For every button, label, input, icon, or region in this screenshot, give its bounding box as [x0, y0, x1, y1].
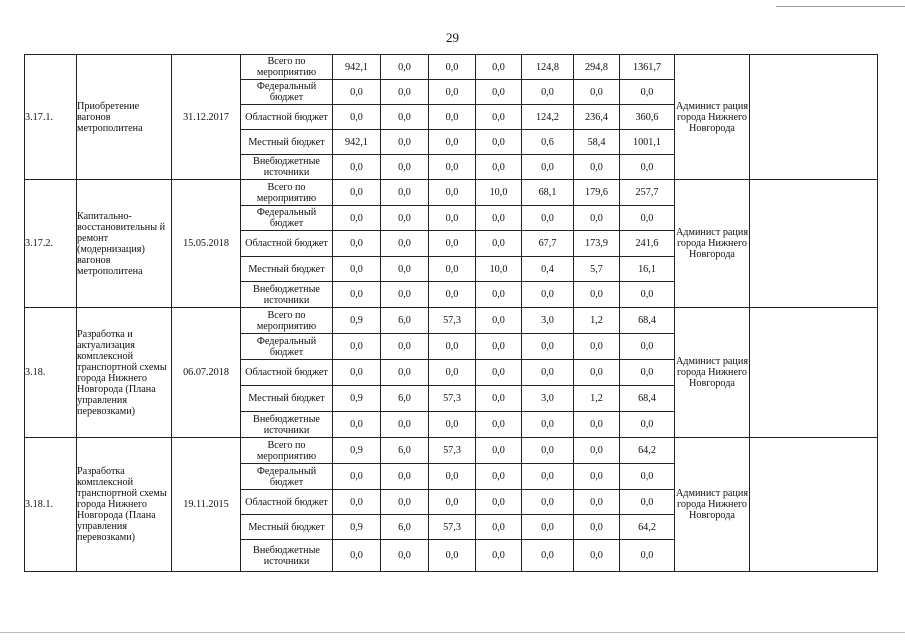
value-cell: 0,0	[574, 490, 620, 515]
value-cell: 0,0	[429, 80, 476, 105]
value-cell: 0,0	[381, 130, 429, 155]
funding-source: Внебюджетные источники	[241, 282, 333, 308]
value-cell: 0,0	[429, 206, 476, 231]
value-cell: 57,3	[429, 308, 476, 334]
value-cell: 0,0	[522, 80, 574, 105]
value-cell: 3,0	[522, 308, 574, 334]
value-cell: 173,9	[574, 231, 620, 257]
table-row	[25, 308, 878, 334]
value-cell: 57,3	[429, 386, 476, 412]
funding-source: Областной бюджет	[241, 231, 333, 257]
value-cell: 1361,7	[620, 55, 675, 80]
value-cell: 0,0	[574, 412, 620, 438]
value-cell: 0,0	[429, 334, 476, 360]
value-cell: 0,0	[333, 464, 381, 490]
value-cell: 0,0	[429, 180, 476, 206]
item-name: Разработка комплексной транспортной схемы города Нижнего Новгорода (Плана управления перевозками)	[77, 438, 172, 572]
value-cell: 0,0	[620, 334, 675, 360]
value-cell: 0,0	[381, 55, 429, 80]
value-cell: 6,0	[381, 438, 429, 464]
funding-source: Внебюджетные источники	[241, 155, 333, 180]
value-cell: 0,0	[333, 206, 381, 231]
value-cell: 0,0	[476, 540, 522, 572]
value-cell: 0,0	[574, 438, 620, 464]
funding-source: Местный бюджет	[241, 386, 333, 412]
value-cell: 0,0	[333, 155, 381, 180]
value-cell: 0,4	[522, 257, 574, 282]
value-cell: 0,6	[522, 130, 574, 155]
value-cell: 0,0	[381, 464, 429, 490]
value-cell: 0,0	[429, 130, 476, 155]
value-cell: 942,1	[333, 55, 381, 80]
value-cell: 0,0	[620, 155, 675, 180]
table-row	[25, 438, 878, 464]
item-name: Приобретение вагонов метрополитена	[77, 55, 172, 180]
value-cell: 0,0	[620, 540, 675, 572]
value-cell: 1001,1	[620, 130, 675, 155]
value-cell: 0,0	[476, 464, 522, 490]
value-cell: 5,7	[574, 257, 620, 282]
value-cell: 0,0	[620, 80, 675, 105]
value-cell: 0,0	[522, 490, 574, 515]
value-cell: 10,0	[476, 180, 522, 206]
item-name: Капитально-восстановительны й ремонт (модернизация) вагонов метрополитена	[77, 180, 172, 308]
value-cell: 0,0	[429, 105, 476, 130]
value-cell: 0,0	[333, 80, 381, 105]
value-cell: 0,0	[333, 105, 381, 130]
value-cell: 0,0	[429, 360, 476, 386]
value-cell: 0,0	[476, 334, 522, 360]
funding-source: Областной бюджет	[241, 490, 333, 515]
value-cell: 68,1	[522, 180, 574, 206]
responsible-party: Админист рация города Нижнего Новгорода	[675, 180, 750, 308]
item-number: 3.18.	[25, 308, 77, 438]
funding-source: Всего по мероприятию	[241, 180, 333, 206]
funding-source: Всего по мероприятию	[241, 55, 333, 80]
responsible-party: Админист рация города Нижнего Новгорода	[675, 438, 750, 572]
bottom-rule	[0, 632, 905, 633]
value-cell: 0,0	[381, 412, 429, 438]
value-cell: 0,0	[620, 412, 675, 438]
value-cell: 124,8	[522, 55, 574, 80]
value-cell: 0,0	[476, 360, 522, 386]
value-cell: 0,0	[333, 282, 381, 308]
value-cell: 0,0	[429, 412, 476, 438]
value-cell: 360,6	[620, 105, 675, 130]
item-number: 3.17.2.	[25, 180, 77, 308]
value-cell: 0,0	[333, 231, 381, 257]
value-cell: 0,0	[476, 438, 522, 464]
value-cell: 0,0	[429, 55, 476, 80]
value-cell: 0,0	[620, 206, 675, 231]
value-cell: 68,4	[620, 308, 675, 334]
value-cell: 0,0	[574, 155, 620, 180]
value-cell: 0,0	[476, 386, 522, 412]
value-cell: 0,0	[522, 540, 574, 572]
funding-source: Местный бюджет	[241, 515, 333, 540]
value-cell: 0,0	[522, 155, 574, 180]
table-row	[25, 55, 878, 80]
value-cell: 0,0	[429, 540, 476, 572]
value-cell: 57,3	[429, 438, 476, 464]
value-cell: 294,8	[574, 55, 620, 80]
value-cell: 0,0	[522, 438, 574, 464]
value-cell: 0,0	[574, 334, 620, 360]
value-cell: 0,0	[574, 206, 620, 231]
value-cell: 0,0	[429, 464, 476, 490]
funding-source: Областной бюджет	[241, 360, 333, 386]
value-cell: 0,0	[381, 80, 429, 105]
value-cell: 0,0	[381, 334, 429, 360]
value-cell: 257,7	[620, 180, 675, 206]
page-number: 29	[446, 30, 459, 45]
value-cell: 6,0	[381, 515, 429, 540]
value-cell: 0,0	[429, 282, 476, 308]
value-cell: 0,0	[381, 105, 429, 130]
value-cell: 0,0	[429, 257, 476, 282]
value-cell: 0,0	[429, 231, 476, 257]
value-cell: 0,0	[476, 308, 522, 334]
value-cell: 0,0	[381, 231, 429, 257]
value-cell: 0,0	[476, 80, 522, 105]
value-cell: 0,0	[333, 490, 381, 515]
value-cell: 67,7	[522, 231, 574, 257]
value-cell: 0,0	[381, 155, 429, 180]
empty-cell	[750, 55, 878, 180]
value-cell: 1,2	[574, 308, 620, 334]
table-row	[25, 180, 878, 206]
value-cell: 0,0	[476, 206, 522, 231]
value-cell: 64,2	[620, 515, 675, 540]
value-cell: 0,0	[429, 490, 476, 515]
value-cell: 1,2	[574, 386, 620, 412]
value-cell: 0,0	[476, 130, 522, 155]
funding-source: Всего по мероприятию	[241, 308, 333, 334]
value-cell: 16,1	[620, 257, 675, 282]
funding-source: Местный бюджет	[241, 257, 333, 282]
value-cell: 0,9	[333, 308, 381, 334]
value-cell: 6,0	[381, 386, 429, 412]
value-cell: 0,0	[574, 80, 620, 105]
value-cell: 0,0	[522, 412, 574, 438]
value-cell: 0,0	[476, 105, 522, 130]
value-cell: 0,0	[574, 540, 620, 572]
value-cell: 0,0	[522, 282, 574, 308]
value-cell: 0,0	[381, 360, 429, 386]
value-cell: 3,0	[522, 386, 574, 412]
funding-source: Местный бюджет	[241, 130, 333, 155]
value-cell: 0,0	[476, 231, 522, 257]
program-table	[24, 54, 878, 572]
value-cell: 0,0	[381, 282, 429, 308]
value-cell: 0,0	[620, 490, 675, 515]
value-cell: 0,0	[381, 180, 429, 206]
value-cell: 58,4	[574, 130, 620, 155]
funding-source: Областной бюджет	[241, 105, 333, 130]
value-cell: 179,6	[574, 180, 620, 206]
funding-source: Федеральный бюджет	[241, 464, 333, 490]
value-cell: 0,0	[574, 360, 620, 386]
value-cell: 0,0	[522, 206, 574, 231]
item-number: 3.18.1.	[25, 438, 77, 572]
value-cell: 0,0	[522, 464, 574, 490]
value-cell: 0,0	[429, 155, 476, 180]
value-cell: 0,9	[333, 438, 381, 464]
value-cell: 236,4	[574, 105, 620, 130]
value-cell: 0,0	[522, 360, 574, 386]
value-cell: 0,0	[574, 464, 620, 490]
value-cell: 68,4	[620, 386, 675, 412]
empty-cell	[750, 180, 878, 308]
item-date: 15.05.2018	[172, 180, 241, 308]
value-cell: 64,2	[620, 438, 675, 464]
value-cell: 10,0	[476, 257, 522, 282]
value-cell: 0,0	[476, 155, 522, 180]
item-date: 19.11.2015	[172, 438, 241, 572]
value-cell: 0,0	[333, 360, 381, 386]
value-cell: 0,0	[333, 257, 381, 282]
funding-source: Внебюджетные источники	[241, 540, 333, 572]
value-cell: 0,0	[574, 515, 620, 540]
value-cell: 0,0	[333, 540, 381, 572]
item-name: Разработка и актуализация комплексной транспортной схемы города Нижнего Новгорода (Плана управления перевозками)	[77, 308, 172, 438]
value-cell: 0,0	[381, 490, 429, 515]
value-cell: 0,0	[522, 515, 574, 540]
item-date: 31.12.2017	[172, 55, 241, 180]
value-cell: 124,2	[522, 105, 574, 130]
value-cell: 0,9	[333, 515, 381, 540]
value-cell: 0,0	[476, 412, 522, 438]
value-cell: 0,0	[333, 180, 381, 206]
value-cell: 0,0	[333, 334, 381, 360]
value-cell: 0,0	[476, 515, 522, 540]
top-rule	[776, 6, 905, 7]
value-cell: 6,0	[381, 308, 429, 334]
empty-cell	[750, 308, 878, 438]
value-cell: 0,0	[620, 360, 675, 386]
value-cell: 0,0	[381, 206, 429, 231]
value-cell: 0,0	[620, 464, 675, 490]
value-cell: 0,0	[333, 412, 381, 438]
empty-cell	[750, 438, 878, 572]
item-number: 3.17.1.	[25, 55, 77, 180]
funding-source: Федеральный бюджет	[241, 206, 333, 231]
funding-source: Федеральный бюджет	[241, 80, 333, 105]
funding-source: Федеральный бюджет	[241, 334, 333, 360]
value-cell: 241,6	[620, 231, 675, 257]
funding-source: Внебюджетные источники	[241, 412, 333, 438]
value-cell: 0,0	[476, 282, 522, 308]
value-cell: 942,1	[333, 130, 381, 155]
responsible-party: Админист рация города Нижнего Новгорода	[675, 308, 750, 438]
value-cell: 0,0	[476, 490, 522, 515]
responsible-party: Админист рация города Нижнего Новгорода	[675, 55, 750, 180]
value-cell: 0,0	[381, 540, 429, 572]
item-date: 06.07.2018	[172, 308, 241, 438]
value-cell: 0,0	[476, 55, 522, 80]
value-cell: 0,9	[333, 386, 381, 412]
value-cell: 57,3	[429, 515, 476, 540]
value-cell: 0,0	[381, 257, 429, 282]
value-cell: 0,0	[574, 282, 620, 308]
value-cell: 0,0	[620, 282, 675, 308]
value-cell: 0,0	[522, 334, 574, 360]
funding-source: Всего по мероприятию	[241, 438, 333, 464]
